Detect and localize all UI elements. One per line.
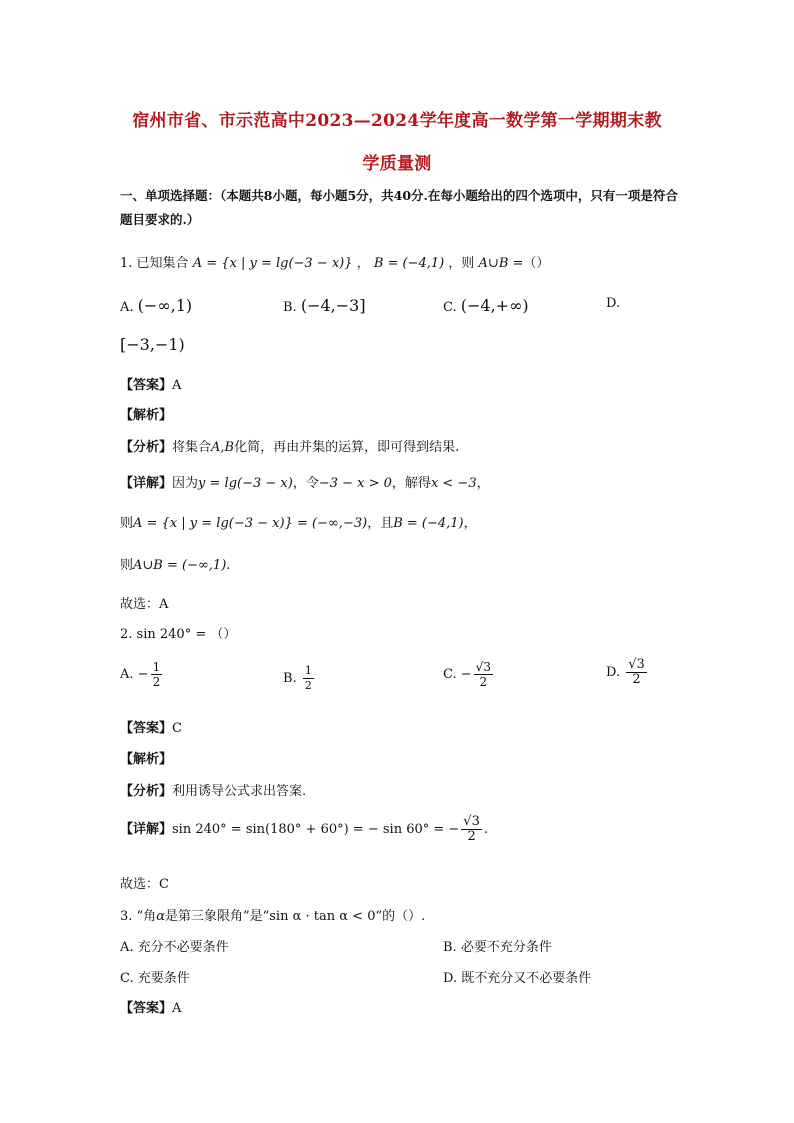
- q3-option-b: B. 必要不充分条件: [443, 940, 552, 955]
- q2-option-a: A. − $\frac{1}{2}$: [120, 660, 161, 689]
- q1-answer: 【答案】A: [120, 378, 182, 393]
- q1-option-d-label: D.: [606, 296, 621, 311]
- q2-option-b: B. $\frac{1}{2}$: [283, 664, 312, 692]
- q1-set-a: A = {x | y = lg(−3 − x)}: [192, 256, 353, 271]
- q3-option-c: C. 充要条件: [120, 971, 190, 986]
- q1-option-c: C. (−4,+∞): [443, 296, 529, 315]
- q1-xiangjie-line3: 则A∪B = (−∞,1).: [120, 558, 231, 573]
- q2-fenxi: 【分析】利用诱导公式求出答案.: [120, 784, 307, 799]
- q2-option-d: D. $\frac{√3}{2}$: [606, 657, 645, 687]
- q1-xiangjie-line1: 【详解】因为y = lg(−3 − x)，令−3 − x > 0，解得x < −3，: [120, 476, 490, 491]
- q2-option-c: C. − $\frac{√3}{2}$: [443, 660, 491, 689]
- section-heading: 一、单项选择题：（本题共8小题，每小题5分，共40分.在每小题给出的四个选项中，只有一项是符合题目要求的.）: [120, 188, 678, 227]
- q1-set-b: B = (−4,1): [373, 256, 445, 271]
- q1-analysis-tag: 【解析】: [120, 408, 173, 423]
- q2-conclusion: 故选：C: [120, 877, 169, 892]
- q1-option-a: A. (−∞,1): [120, 296, 193, 315]
- q3-stem: 3. “角α是第三象限角”是“sin α · tan α < 0”的（）.: [120, 909, 426, 924]
- q1-stem: 1. 已知集合 A = {x | y = lg(−3 − x)} ， B = (−4,1) ，则 A∪B =（）: [120, 256, 550, 271]
- q1-conclusion: 故选：A: [120, 597, 169, 612]
- q2-answer: 【答案】C: [120, 721, 182, 736]
- q1-xiangjie-line2: 则A = {x | y = lg(−3 − x)} = (−∞,−3)，且B = (−4,1)，: [120, 516, 477, 531]
- q1-option-d: [−3,−1): [120, 335, 185, 354]
- q3-option-a: A. 充分不必要条件: [120, 940, 229, 955]
- q3-answer: 【答案】A: [120, 1001, 182, 1016]
- q1-option-b: B. (−4,−3]: [283, 296, 366, 315]
- q2-analysis-tag: 【解析】: [120, 752, 173, 767]
- q3-option-d: D. 既不充分又不必要条件: [443, 971, 592, 986]
- q1-fenxi: 【分析】将集合A,B化简，再由并集的运算，即可得到结果.: [120, 440, 460, 455]
- q2-stem: 2. sin 240° = （）: [120, 627, 237, 642]
- document-title-line2: 学质量测: [362, 154, 432, 174]
- q2-xiangjie: 【详解】sin 240° = sin(180° + 60°) = − sin 60° = − $\frac{√3}{2}$ .: [120, 814, 488, 844]
- document-title-line1: 宿州市省、市示范高中2023—2024学年度高一数学第一学期期末教: [132, 111, 662, 131]
